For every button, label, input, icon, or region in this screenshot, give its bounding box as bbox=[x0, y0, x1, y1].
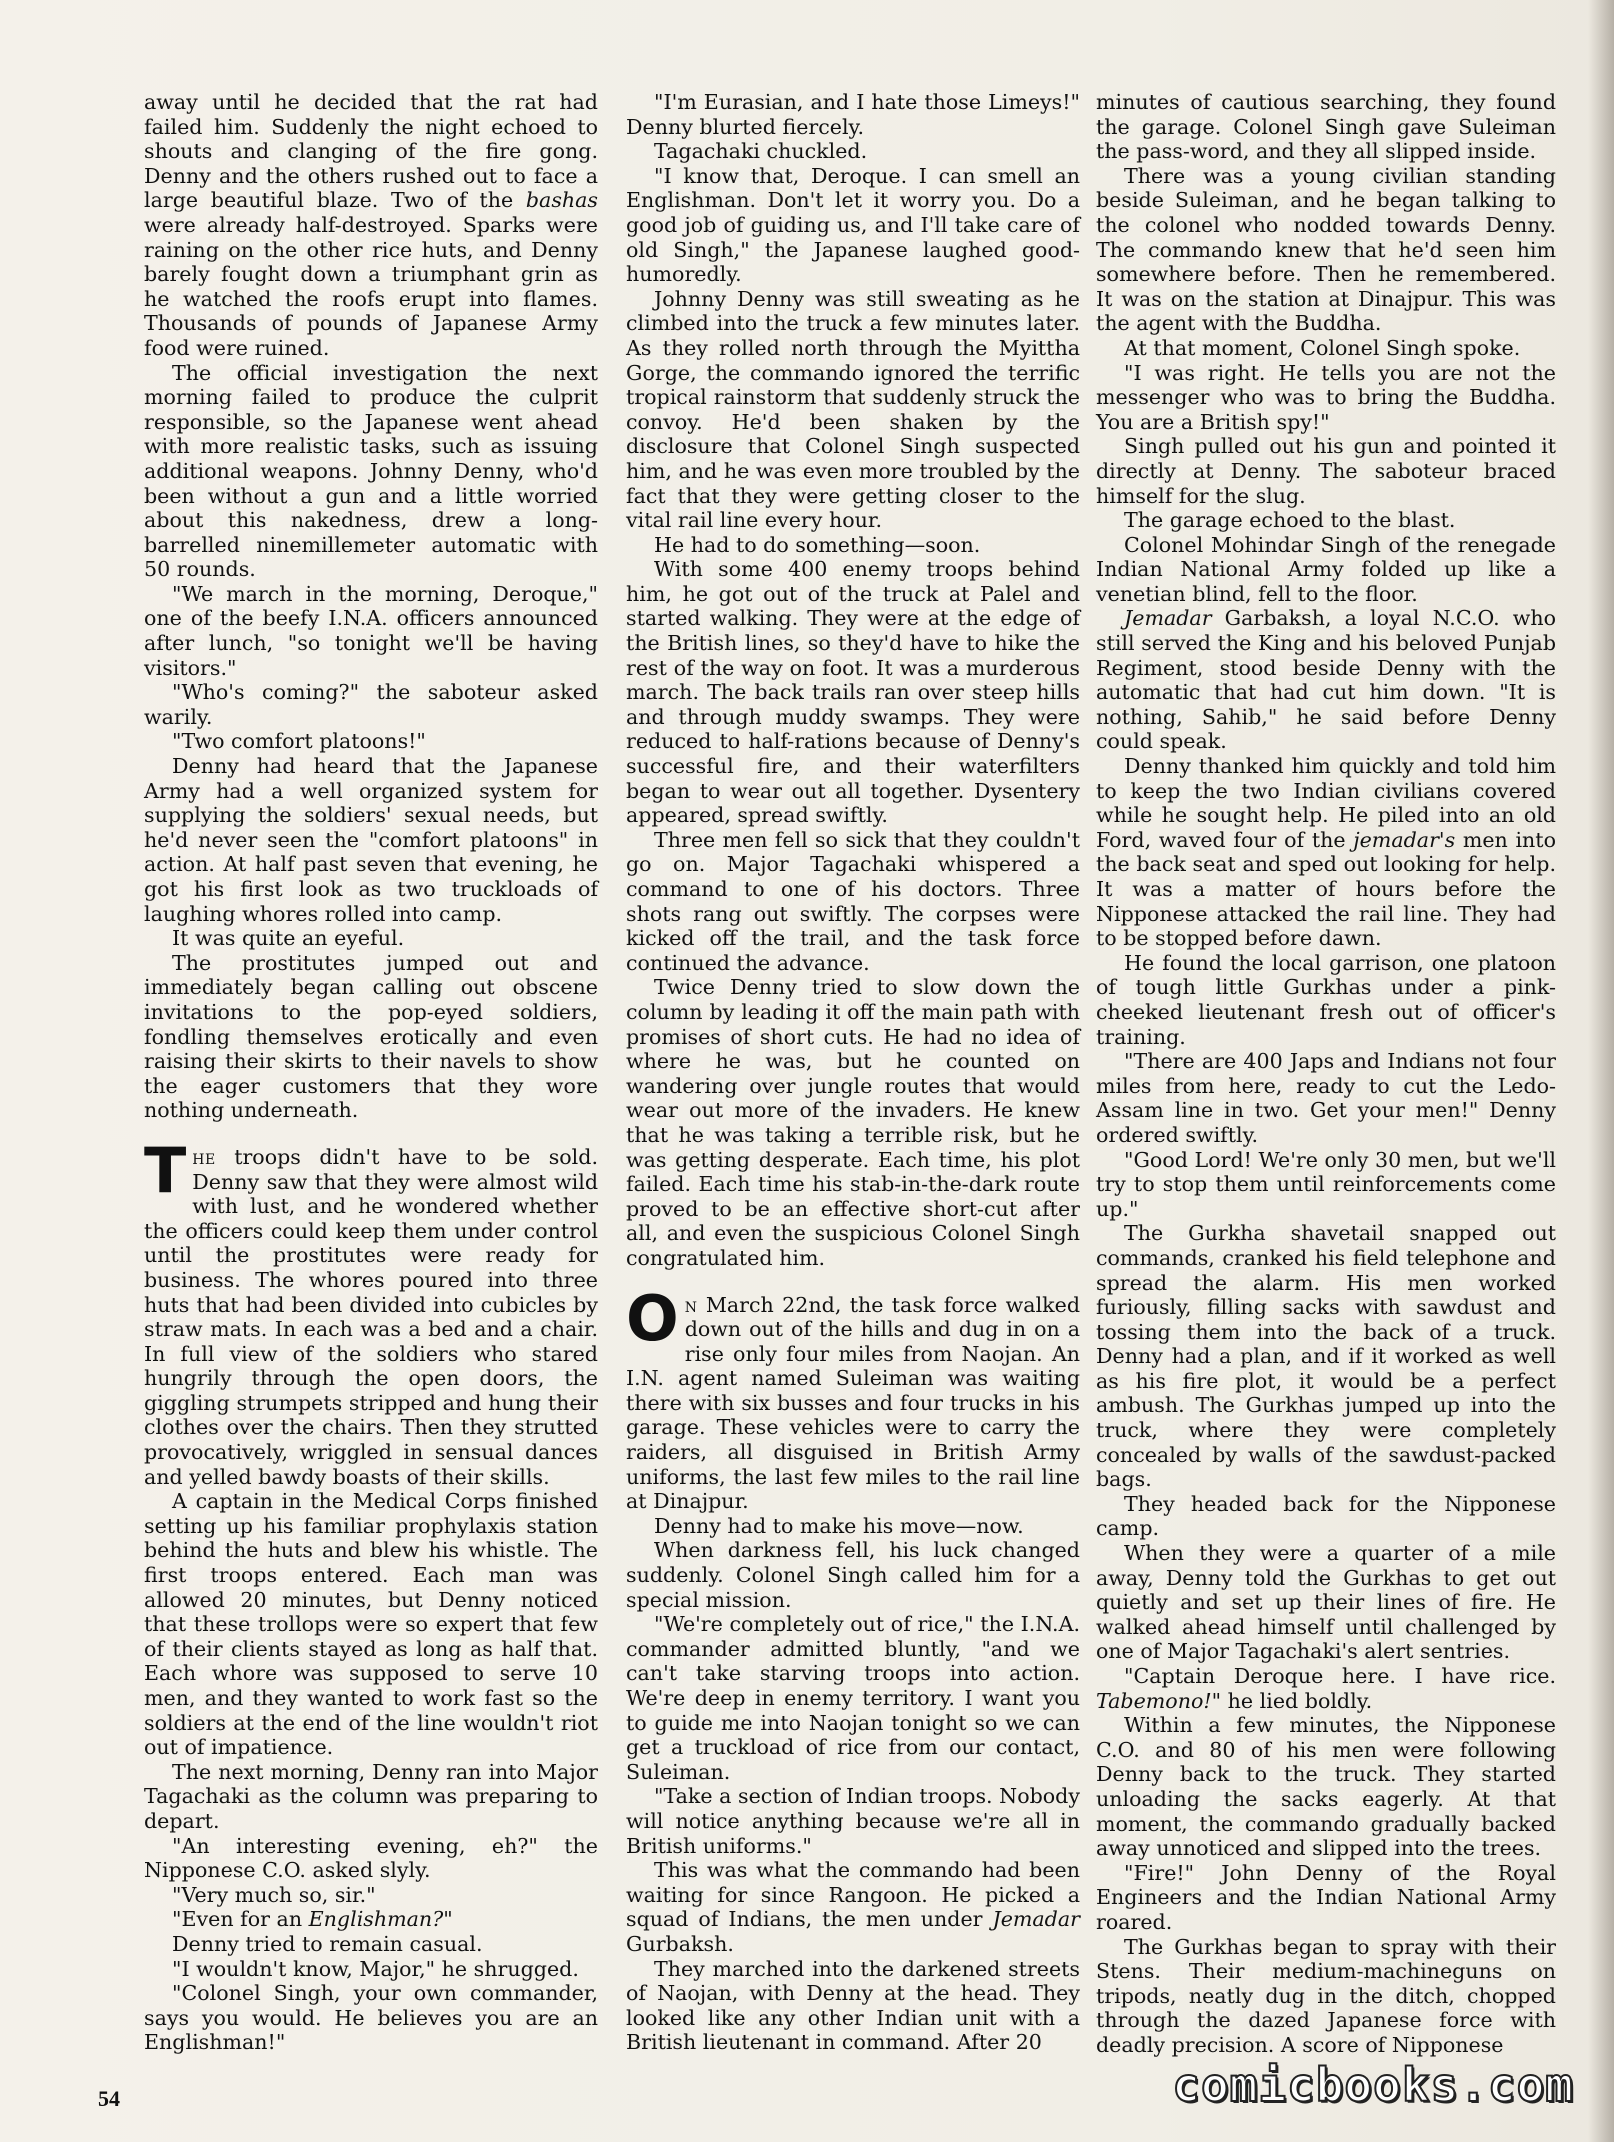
paragraph: The Gurkhas began to spray with their Stens. Their medium-machineguns on tripods, neatly dug in the ditch, chopped through the dazed Japanese force with deadly precision. A score of Nipponese bbox=[1096, 1934, 1556, 2057]
page-number: 54 bbox=[98, 2086, 120, 2111]
paragraph: Denny thanked him quickly and told him to keep the two Indian civilians covered while he sought help. He piled into an old Ford, waved four of the jemadar's men into the back seat and sped out looking for help. It was a matter of hours before the Nipponese attacked the rail line. They had to be stopped before dawn. bbox=[1096, 754, 1556, 951]
paragraph: At that moment, Colonel Singh spoke. bbox=[1124, 335, 1521, 360]
paragraph: "I wouldn't know, Major," he shrugged. bbox=[172, 1956, 579, 1981]
paragraph: Denny tried to remain casual. bbox=[172, 1931, 483, 1956]
paragraph: Within a few minutes, the Nipponese C.O. and 80 of his men were following Denny back to the truck. They started unloading the sacks eagerly. At that moment, the commando gradually backed away unnoticed and slipped into the trees. bbox=[1096, 1713, 1556, 1861]
page-edge-shadow bbox=[1588, 0, 1614, 2142]
paragraph: "Who's coming?" the saboteur asked warily. bbox=[144, 680, 598, 729]
paragraph: "Very much so, sir." bbox=[172, 1882, 376, 1907]
paragraph: The official investigation the next morning failed to produce the culprit responsible, so the Japanese went ahead with more realistic tasks, such as issuing additional weapons. Johnny Denny, who'd been without a gun and a little worried about this nakedness, drew a long-barrelled ninemillemeter automatic with 50 rounds. bbox=[144, 360, 598, 582]
paragraph: They marched into the darkened streets of Naojan, with Denny at the head. They looked like any other Indian unit with a British lieutenant in command. After 20 bbox=[626, 1956, 1080, 2055]
paragraph: Twice Denny tried to slow down the column by leading it off the main path with promises of short cuts. He had no idea of where he was, but he counted on wandering over jungle routes that would wear out more of the invaders. He knew that he was taking a terrible risk, but he was getting desperate. Each time, his plot failed. Each time his stab-in-the-dark route proved to be an effective short-cut after all, and even the suspicious Colonel Singh congratulated him. bbox=[626, 975, 1080, 1270]
paragraph: Jemadar Garbaksh, a loyal N.C.O. who still served the King and his beloved Punjab Regiment, stood beside Denny with the automatic that had cut him down. "It is nothing, Sahib," he said before Denny could speak. bbox=[1096, 606, 1556, 754]
section-opening-paragraph: On March 22nd, the task force walked down out of the hills and dug in on a rise only four miles from Naojan. An I.N. agent named Suleiman was waiting there with six busses and four trucks in his garage. These vehicles were to carry the raiders, all disguised in British Army uniforms, the last few miles to the rail line at Dinajpur. bbox=[626, 1281, 1080, 1514]
paragraph: The garage echoed to the blast. bbox=[1124, 508, 1456, 533]
paragraph: away until he decided that the rat had failed him. Suddenly the night echoed to shouts and clanging of the fire gong. Denny and the others rushed out to face a large beautiful blaze. Two of the bashas were already half-destroyed. Sparks were raining on the other rice huts, and Denny barely fought down a triumphant grin as he watched the roofs erupt into flames. Thousands of pounds of Japanese Army food were ruined. bbox=[144, 90, 598, 360]
paragraph: "Fire!" John Denny of the Royal Engineers and the Indian National Army roared. bbox=[1096, 1860, 1556, 1934]
paragraph: "Take a section of Indian troops. Nobody will notice anything because we're all in British uniforms." bbox=[626, 1784, 1080, 1858]
paragraph: "Two comfort platoons!" bbox=[172, 729, 426, 754]
drop-cap: T bbox=[144, 1133, 187, 1207]
paragraph: Three men fell so sick that they couldn't go on. Major Tagachaki whispered a command to one of his doctors. Three shots rang out swiftly. The corpses were kicked off the trail, and the task force continued the advance. bbox=[626, 827, 1080, 975]
paragraph: Colonel Mohindar Singh of the renegade Indian National Army folded up like a venetian blind, fell to the floor. bbox=[1096, 532, 1556, 606]
paragraph: Denny had heard that the Japanese Army had a well organized system for supplying the soldiers' sexual needs, but he'd never seen the "comfort platoons" in action. At half past seven that evening, he got his first look as two truckloads of laughing whores rolled into camp. bbox=[144, 754, 598, 926]
paragraph: He had to do something—soon. bbox=[654, 532, 981, 557]
paragraph: Denny had to make his move—now. bbox=[654, 1513, 1024, 1538]
text-column-2 bbox=[626, 90, 1080, 2055]
paragraph: Tagachaki chuckled. bbox=[654, 139, 868, 164]
paragraph: "I'm Eurasian, and I hate those Limeys!" Denny blurted fiercely. bbox=[626, 90, 1080, 139]
paragraph: The next morning, Denny ran into Major Tagachaki as the column was preparing to depart. bbox=[144, 1759, 598, 1833]
paragraph: "We march in the morning, Deroque," one of the beefy I.N.A. officers announced after lunch, "so tonight we'll be having visitors." bbox=[144, 581, 598, 680]
paragraph: When they were a quarter of a mile away, Denny told the Gurkhas to get out quietly and set up their lines of fire. He walked ahead himself until challenged by one of Major Tagachaki's alert sentries. bbox=[1096, 1541, 1556, 1664]
drop-cap: O bbox=[626, 1281, 679, 1355]
paragraph: Johnny Denny was still sweating as he climbed into the truck a few minutes later. As they rolled north through the Myittha Gorge, the commando ignored the terrific tropical rainstorm that suddenly struck the convoy. He'd been shaken by the disclosure that Colonel Singh suspected him, and he was even more troubled by the fact that they were getting closer to the vital rail line every hour. bbox=[626, 286, 1080, 533]
paragraph: When darkness fell, his luck changed suddenly. Colonel Singh called him for a special mission. bbox=[626, 1538, 1080, 1612]
paragraph: It was quite an eyeful. bbox=[172, 926, 405, 951]
paragraph: The prostitutes jumped out and immediately began calling out obscene invitations to the pop-eyed soldiers, fondling themselves erotically and even raising their skirts to their navels to show the eager customers that they wore nothing underneath. bbox=[144, 950, 598, 1123]
paragraph: "There are 400 Japs and Indians not four miles from here, ready to cut the Ledo-Assam line in two. Get your men!" Denny ordered swiftly. bbox=[1096, 1049, 1556, 1147]
paragraph: Singh pulled out his gun and pointed it directly at Denny. The saboteur braced himself for the slug. bbox=[1096, 434, 1556, 508]
paragraph: They headed back for the Nipponese camp. bbox=[1096, 1491, 1556, 1541]
section-opening-paragraph: The troops didn't have to be sold. Denny saw that they were almost wild with lust, and he wondered whether the officers could keep them under control until the prostitutes were ready for business. The whores poured into three huts that had been divided into cubicles by straw mats. In each was a bed and a chair. In full view of the soldiers who stared hungrily through the open doors, the giggling strumpets stripped and hung their clothes over the chairs. Then they strutted provocatively, wriggled in sensual dances and yelled bawdy boasts of their skills. bbox=[144, 1133, 598, 1489]
paragraph: "I was right. He tells you are not the messenger who was to bring the Buddha. You are a British spy!" bbox=[1096, 360, 1556, 434]
paragraph: "I know that, Deroque. I can smell an Englishman. Don't let it worry you. Do a good job of guiding us, and I'll take care of old Singh," the Japanese laughed good-humoredly. bbox=[626, 163, 1080, 287]
text-column-1 bbox=[144, 90, 598, 2055]
paragraph: "We're completely out of rice," the I.N.A. commander admitted bluntly, "and we can't take starving troops into action. We're deep in enemy territory. I want you to guide me into Naojan tonight so we can get a truckload of rice from our contact, Suleiman. bbox=[626, 1612, 1080, 1784]
paragraph: There was a young civilian standing beside Suleiman, and he began talking to the colonel who nodded towards Denny. The commando knew that he'd seen him somewhere before. Then he remembered. It was on the station at Dinajpur. This was the agent with the Buddha. bbox=[1096, 163, 1556, 336]
paragraph: "An interesting evening, eh?" the Nipponese C.O. asked slyly. bbox=[144, 1833, 598, 1883]
text-column-3 bbox=[1096, 90, 1556, 2058]
paragraph: The Gurkha shavetail snapped out commands, cranked his field telephone and spread the alarm. His men worked furiously, filling sacks with sawdust and tossing them into the back of a truck. Denny had a plan, and if it worked as well as his fire plot, it would be a perfect ambush. The Gurkhas jumped up into the truck, where they were completely concealed by walls of the sawdust-packed bags. bbox=[1096, 1221, 1556, 1492]
paragraph: With some 400 enemy troops behind him, he got out of the truck at Palel and started walking. They were at the edge of the British lines, so they'd have to hike the rest of the way on foot. It was a murderous march. The back trails ran over steep hills and through muddy swamps. They were reduced to half-rations because of Denny's successful fire, and their waterfilters began to wear out all together. Dysentery appeared, spread swiftly. bbox=[626, 557, 1080, 828]
paragraph: He found the local garrison, one platoon of tough little Gurkhas under a pink-cheeked lieutenant fresh out of officer's training. bbox=[1096, 950, 1556, 1049]
paragraph: "Even for an Englishman?" bbox=[172, 1907, 453, 1932]
paragraph: "Good Lord! We're only 30 men, but we'll try to stop them until reinforcements come up." bbox=[1096, 1147, 1556, 1221]
paragraph: "Captain Deroque here. I have rice. Tabemono!" he lied boldly. bbox=[1096, 1664, 1556, 1713]
paragraph: minutes of cautious searching, they found the garage. Colonel Singh gave Suleiman the pass-word, and they all slipped inside. bbox=[1096, 90, 1556, 164]
paragraph: A captain in the Medical Corps finished setting up his familiar prophylaxis station behind the huts and blew his whistle. The first troops entered. Each man was allowed 20 minutes, but Denny noticed that these trollops were so expert that few of their clients stayed as long as half that. Each whore was supposed to serve 10 men, and they wanted to work fast so the soldiers at the end of the line wouldn't riot out of impatience. bbox=[144, 1489, 598, 1760]
paragraph: "Colonel Singh, your own commander, says you would. He believes you are an Englishman!" bbox=[144, 1981, 598, 2055]
watermark-logo: comicbooks.com bbox=[1172, 2058, 1574, 2112]
paragraph: This was what the commando had been waiting for since Rangoon. He picked a squad of Indians, the men under Jemadar Gurbaksh. bbox=[626, 1858, 1080, 1956]
